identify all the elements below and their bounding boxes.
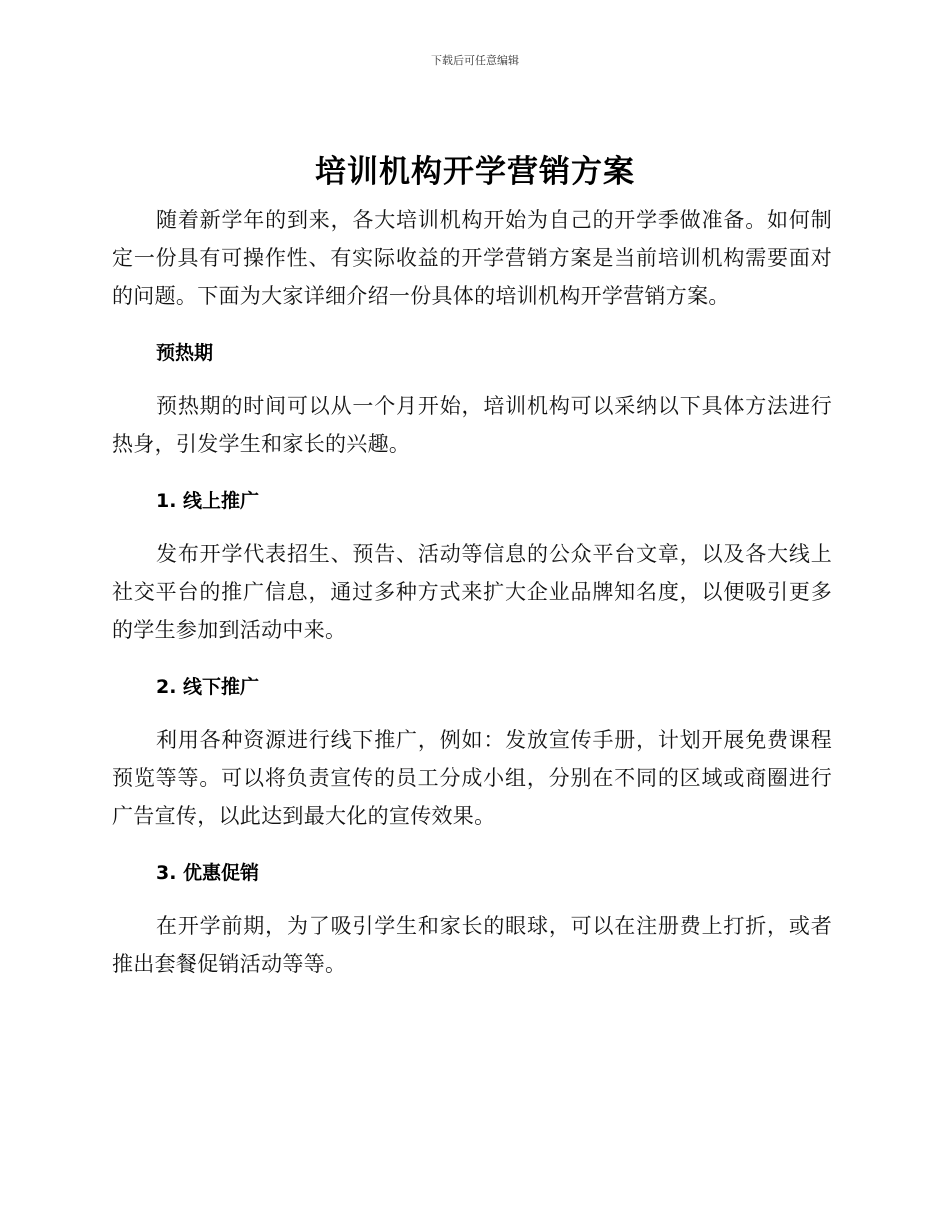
item-heading-promotion: 3. 优惠促销 (156, 862, 260, 884)
item-paragraph-online: 发布开学代表招生、预告、活动等信息的公众平台文章，以及各大线上社交平台的推广信息，通过多种方式来扩大企业品牌知名度，以便吸引更多的学生参加到活动中来。 (112, 542, 832, 642)
document-title: 培训机构开学营销方案 (315, 154, 635, 190)
intro-paragraph: 随着新学年的到来，各大培训机构开始为自己的开学季做准备。如何制定一份具有可操作性、有实际收益的开学营销方案是当前培训机构需要面对的问题。下面为大家详细介绍一份具体的培训机构开学营销方案。 (112, 208, 832, 308)
section-paragraph-preheat: 预热期的时间可以从一个月开始，培训机构可以采纳以下具体方法进行热身，引发学生和家长的兴趣。 (112, 394, 832, 456)
page-header-note: 下载后可任意编辑 (431, 54, 519, 67)
document-body (112, 201, 832, 983)
section-heading-preheat: 预热期 (156, 342, 214, 364)
item-heading-online: 1. 线上推广 (156, 490, 260, 512)
item-paragraph-promotion: 在开学前期，为了吸引学生和家长的眼球，可以在注册费上打折，或者推出套餐促销活动等等。 (112, 914, 832, 976)
item-paragraph-offline: 利用各种资源进行线下推广，例如：发放宣传手册，计划开展免费课程预览等等。可以将负责宣传的员工分成小组，分别在不同的区域或商圈进行广告宣传，以此达到最大化的宣传效果。 (112, 728, 832, 828)
item-heading-offline: 2. 线下推广 (156, 676, 260, 698)
